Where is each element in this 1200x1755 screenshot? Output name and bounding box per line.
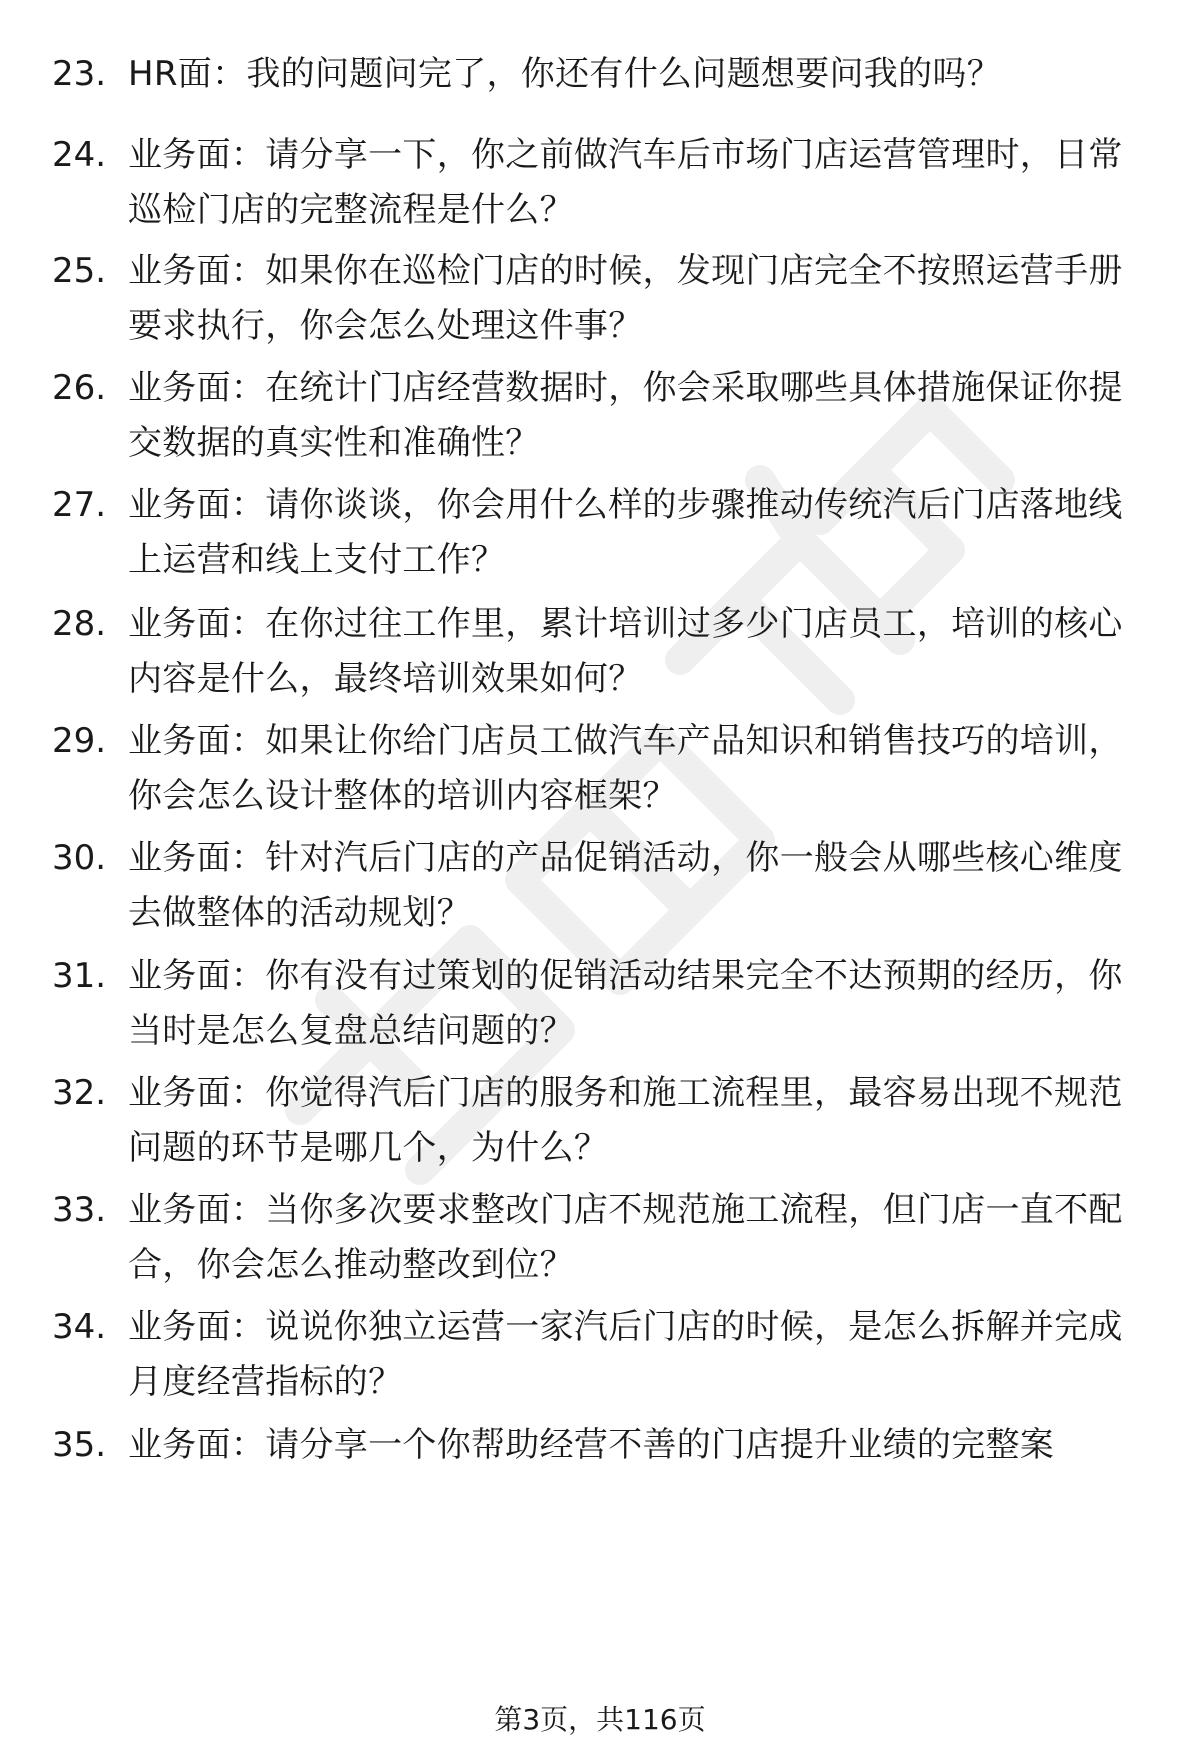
question-number: 24. <box>52 135 107 175</box>
question-number: 34. <box>52 1307 107 1347</box>
question-text: 业务面：请分享一下，你之前做汽车后市场门店运营管理时，日常巡检门店的完整流程是什么？ <box>128 135 1123 230</box>
question-text: 业务面：当你多次要求整改门店不规范施工流程，但门店一直不配合，你会怎么推动整改到位？ <box>128 1190 1123 1285</box>
question-number: 33. <box>52 1190 107 1230</box>
question-number: 31. <box>52 956 107 996</box>
question-text: 业务面：如果让你给门店员工做汽车产品知识和销售技巧的培训，你会怎么设计整体的培训内容框架？ <box>128 721 1123 816</box>
question-text: 业务面：在统计门店经营数据时，你会采取哪些具体措施保证你提交数据的真实性和准确性？ <box>128 368 1123 463</box>
page-footer: 第3页，共116页 <box>494 1703 706 1736</box>
question-number: 25. <box>52 251 107 291</box>
question-number: 35. <box>52 1425 107 1465</box>
question-number: 28. <box>52 604 107 644</box>
question-number: 29. <box>52 721 107 761</box>
question-text: 业务面：说说你独立运营一家汽后门店的时候，是怎么拆解并完成月度经营指标的？ <box>128 1307 1123 1402</box>
question-text: 业务面：如果你在巡检门店的时候，发现门店完全不按照运营手册要求执行，你会怎么处理这件事？ <box>128 251 1123 346</box>
question-text: 业务面：请分享一个你帮助经营不善的门店提升业绩的完整案 <box>128 1425 1055 1465</box>
question-number: 30. <box>52 838 107 878</box>
question-text: 业务面：请你谈谈，你会用什么样的步骤推动传统汽后门店落地线上运营和线上支付工作？ <box>128 485 1123 580</box>
question-text: HR面：我的问题问完了，你还有什么问题想要问我的吗？ <box>128 54 1001 94</box>
question-text: 业务面：你有没有过策划的促销活动结果完全不达预期的经历，你当时是怎么复盘总结问题的？ <box>128 956 1123 1051</box>
question-text: 业务面：在你过往工作里，累计培训过多少门店员工，培训的核心内容是什么，最终培训效果如何？ <box>128 604 1123 699</box>
question-number: 32. <box>52 1073 107 1113</box>
question-number: 26. <box>52 368 107 408</box>
question-text: 业务面：你觉得汽后门店的服务和施工流程里，最容易出现不规范问题的环节是哪几个，为什么？ <box>128 1073 1123 1168</box>
question-number: 23. <box>52 54 107 94</box>
question-text: 业务面：针对汽后门店的产品促销活动，你一般会从哪些核心维度去做整体的活动规划？ <box>128 838 1123 933</box>
question-number: 27. <box>52 485 107 525</box>
